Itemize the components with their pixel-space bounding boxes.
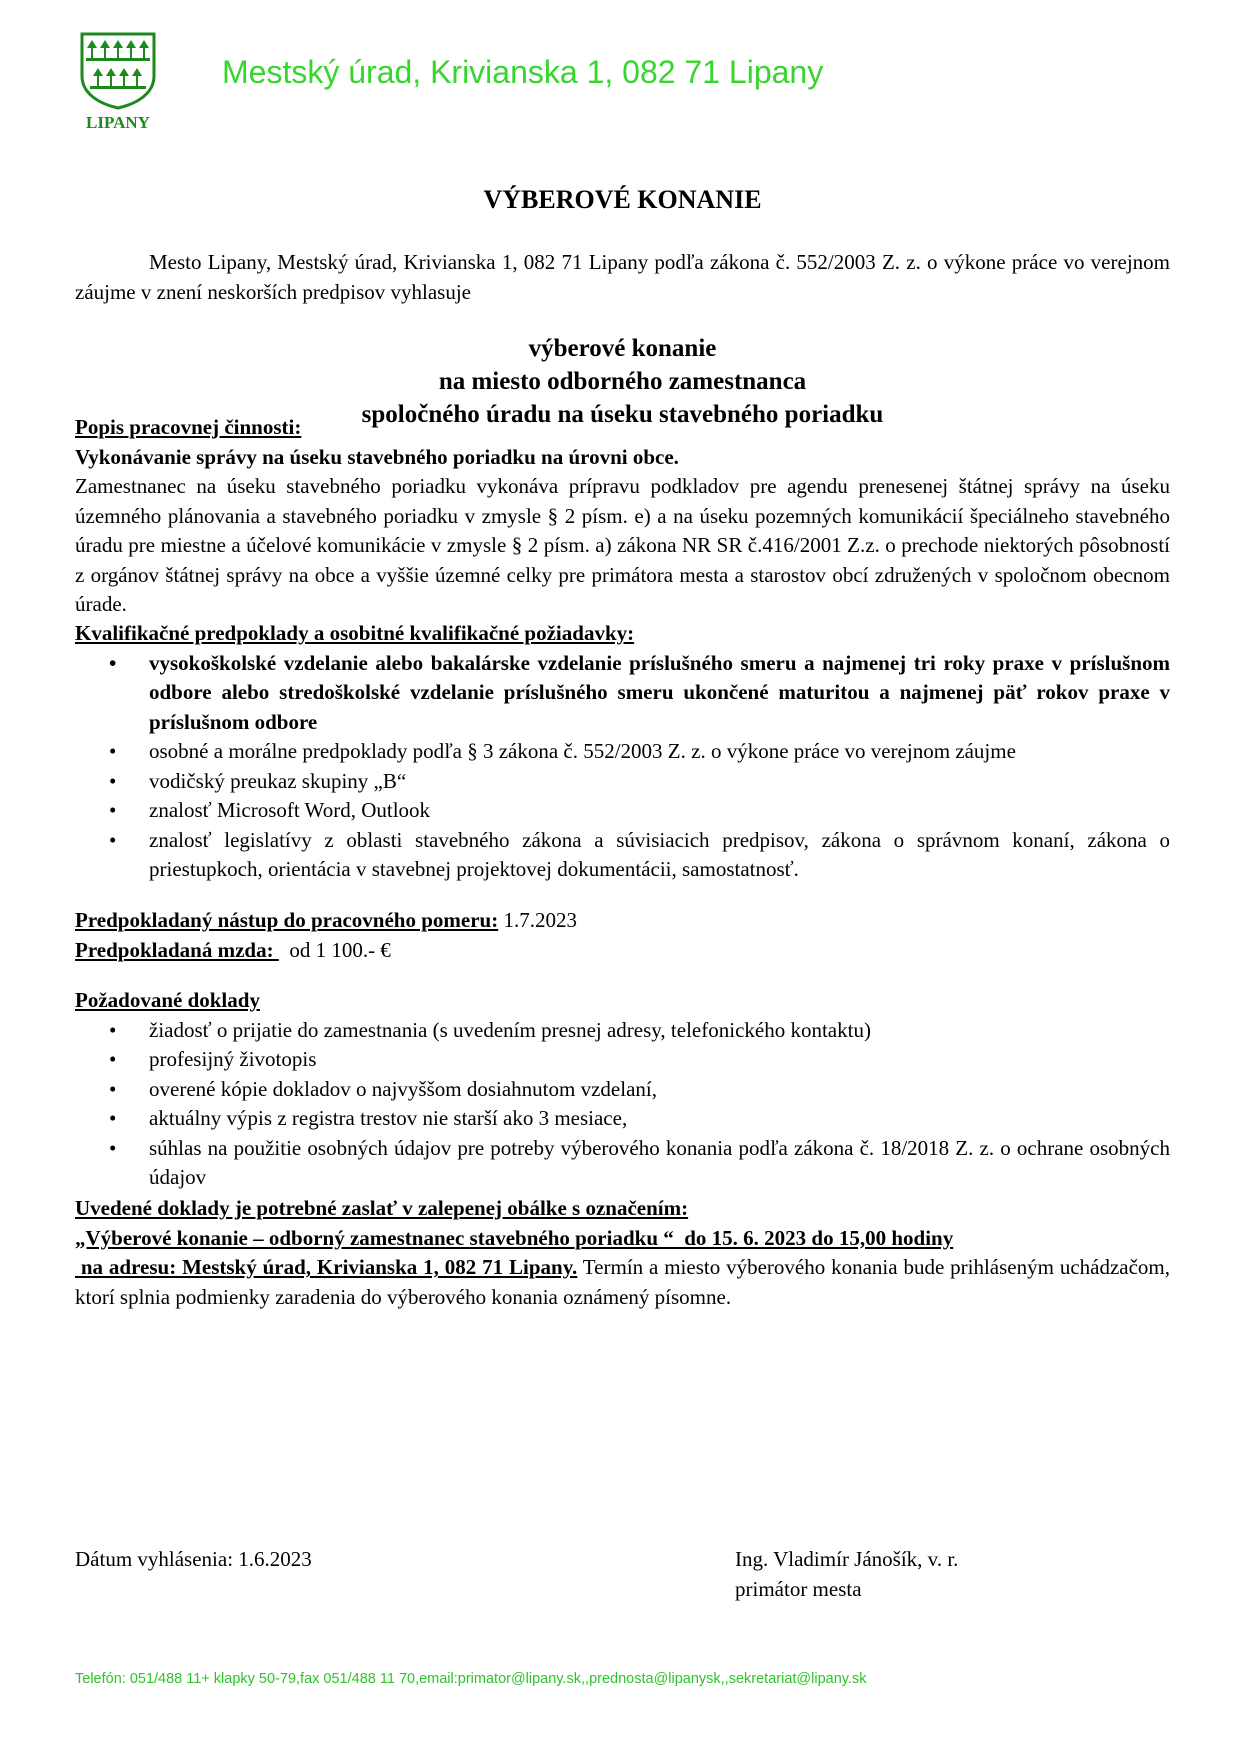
required-documents-list	[75, 1016, 1170, 1193]
signature-block	[735, 1545, 958, 1604]
submission-text	[75, 1253, 1170, 1312]
list-item: • overené kópie dokladov o najvyššom dosiahnutom vzdelaní,	[75, 1075, 1170, 1105]
lipany-coat-of-arms-icon	[78, 30, 158, 110]
list-item: • profesijný životopis	[75, 1045, 1170, 1075]
bullet-icon: •	[109, 1106, 117, 1130]
qualifications-section	[75, 619, 1170, 885]
start-date-row	[75, 906, 1170, 936]
required-documents-section	[75, 986, 1170, 1193]
list-item: • aktuálny výpis z registra trestov nie starší ako 3 mesiace,	[75, 1104, 1170, 1134]
bullet-icon: •	[109, 739, 117, 763]
bullet-icon: •	[109, 798, 117, 822]
salary-label: Predpokladaná mzda:	[75, 937, 279, 962]
bullet-icon: •	[109, 1076, 117, 1101]
list-item: • vodičský preukaz skupiny „B“	[75, 767, 1170, 797]
list-item: • znalosť legislatívy z oblasti stavebného zákona a súvisiacich predpisov, zákona o správnom konaní, zákona o priestupkoch, orientácia v stavebnej projektovej dokumentácii, samostatnosť.	[109, 827, 1170, 881]
job-description-section	[75, 413, 1170, 620]
bullet-icon: •	[109, 1047, 117, 1071]
position-title-line-1: výberové konanie	[528, 335, 717, 362]
announcement-date: Dátum vyhlásenia: 1.6.2023	[75, 1547, 312, 1571]
position-title-line-2: na miesto odborného zamestnanca	[438, 368, 807, 395]
start-date-value: 1.7.2023	[498, 908, 577, 932]
envelope-label: „Výberové konanie – odborný zamestnanec stavebného poriadku “ do 15. 6. 2023 do 15,00 hodiny	[75, 1225, 954, 1250]
bullet-icon: •	[109, 1135, 117, 1160]
job-description-lead: Vykonávanie správy na úseku stavebného poriadku na úrovni obce.	[75, 444, 679, 469]
qualifications-heading: Kvalifikačné predpoklady a osobitné kvalifikačné požiadavky:	[75, 621, 635, 645]
bullet-icon: •	[109, 1017, 117, 1042]
submission-section	[75, 1194, 1170, 1312]
job-description-text: Zamestnanec na úseku stavebného poriadku vykonáva prípravu podkladov pre agendu prenesenej štátnej správy na úseku územného plánovania a stavebného poriadku v zmysle § 2 písm. e) a na úseku pozemných komunikácií špeciálneho stavebného úradu pre miestne a účelové komunikácie v zmysle § 2 písm. a) zákona NR SR č.416/2001 Z.z. o prechode niektorých pôsobností z orgánov štátnej správy na obce a vyššie územné celky pre primátora mesta a starostov obcí združených v spoločnom obecnom úrade.	[75, 474, 1170, 616]
start-date-label: Predpokladaný nástup do pracovného pomeru:	[75, 908, 499, 932]
signature-name: Ing. Vladimír Jánošík, v. r.	[735, 1547, 959, 1571]
list-item: • súhlas na použitie osobných údajov pre potreby výberového konania podľa zákona č. 18/2018 Z. z. o ochrane osobných údajov	[109, 1135, 1170, 1189]
bullet-icon: •	[109, 768, 117, 793]
list-item: • osobné a morálne predpoklady podľa § 3 zákona č. 552/2003 Z. z. o výkone práce vo verejnom záujme	[75, 737, 1170, 767]
signature-role: primátor mesta	[735, 1576, 862, 1601]
letterhead	[0, 0, 1240, 140]
list-item: • znalosť Microsoft Word, Outlook	[75, 796, 1170, 826]
submission-rest: Termín a miesto výberového konania bude prihláseným uchádzačom, ktorí splnia podmienky zaradenia do výberového konania oznámený písomne.	[75, 1255, 1171, 1309]
office-address-heading: Mestský úrad, Krivianska 1, 082 71 Lipany	[222, 54, 824, 90]
job-description-heading: Popis pracovnej činnosti:	[75, 415, 302, 439]
intro-text: Mesto Lipany, Mestský úrad, Krivianska 1, 082 71 Lipany podľa zákona č. 552/2003 Z. z. o výkone práce vo verejnom záujme v znení neskorších predpisov vyhlasuje	[75, 250, 1170, 304]
list-item: • žiadosť o prijatie do zamestnania (s uvedením presnej adresy, telefonického kontaktu)	[75, 1016, 1170, 1046]
submission-heading: Uvedené doklady je potrebné zaslať v zalepenej obálke s označením:	[75, 1196, 689, 1220]
salary-value: od 1 100.- €	[278, 937, 391, 962]
bullet-icon: •	[109, 827, 117, 852]
start-and-salary-section	[75, 906, 1170, 965]
intro-paragraph	[75, 248, 1170, 307]
list-item: • vysokoškolské vzdelanie alebo bakalárske vzdelanie príslušného smeru a najmenej tri roky praxe v príslušnom odbore alebo stredoškolské vzdelanie príslušného smeru ukončené maturitou a najmenej päť rokov praxe v príslušnom odbore	[109, 650, 1170, 734]
submission-address: na adresu: Mestský úrad, Krivianska 1, 082 71 Lipany.	[75, 1255, 578, 1279]
salary-row	[75, 936, 1170, 966]
required-documents-heading: Požadované doklady	[75, 988, 260, 1012]
page-title: VÝBEROVÉ KONANIE	[483, 185, 762, 214]
position-title-line-3: spoločného úradu na úseku stavebného poriadku	[361, 401, 884, 428]
crest-label: LIPANY	[86, 113, 150, 132]
qualifications-list	[75, 649, 1170, 885]
contact-footer: Telefón: 051/488 11+ klapky 50-79,fax 051/488 11 70,email:primator@lipany.sk,,prednosta@lipanysk,,sekretariat@lipany.sk	[75, 1671, 867, 1687]
bullet-icon: •	[109, 650, 117, 675]
